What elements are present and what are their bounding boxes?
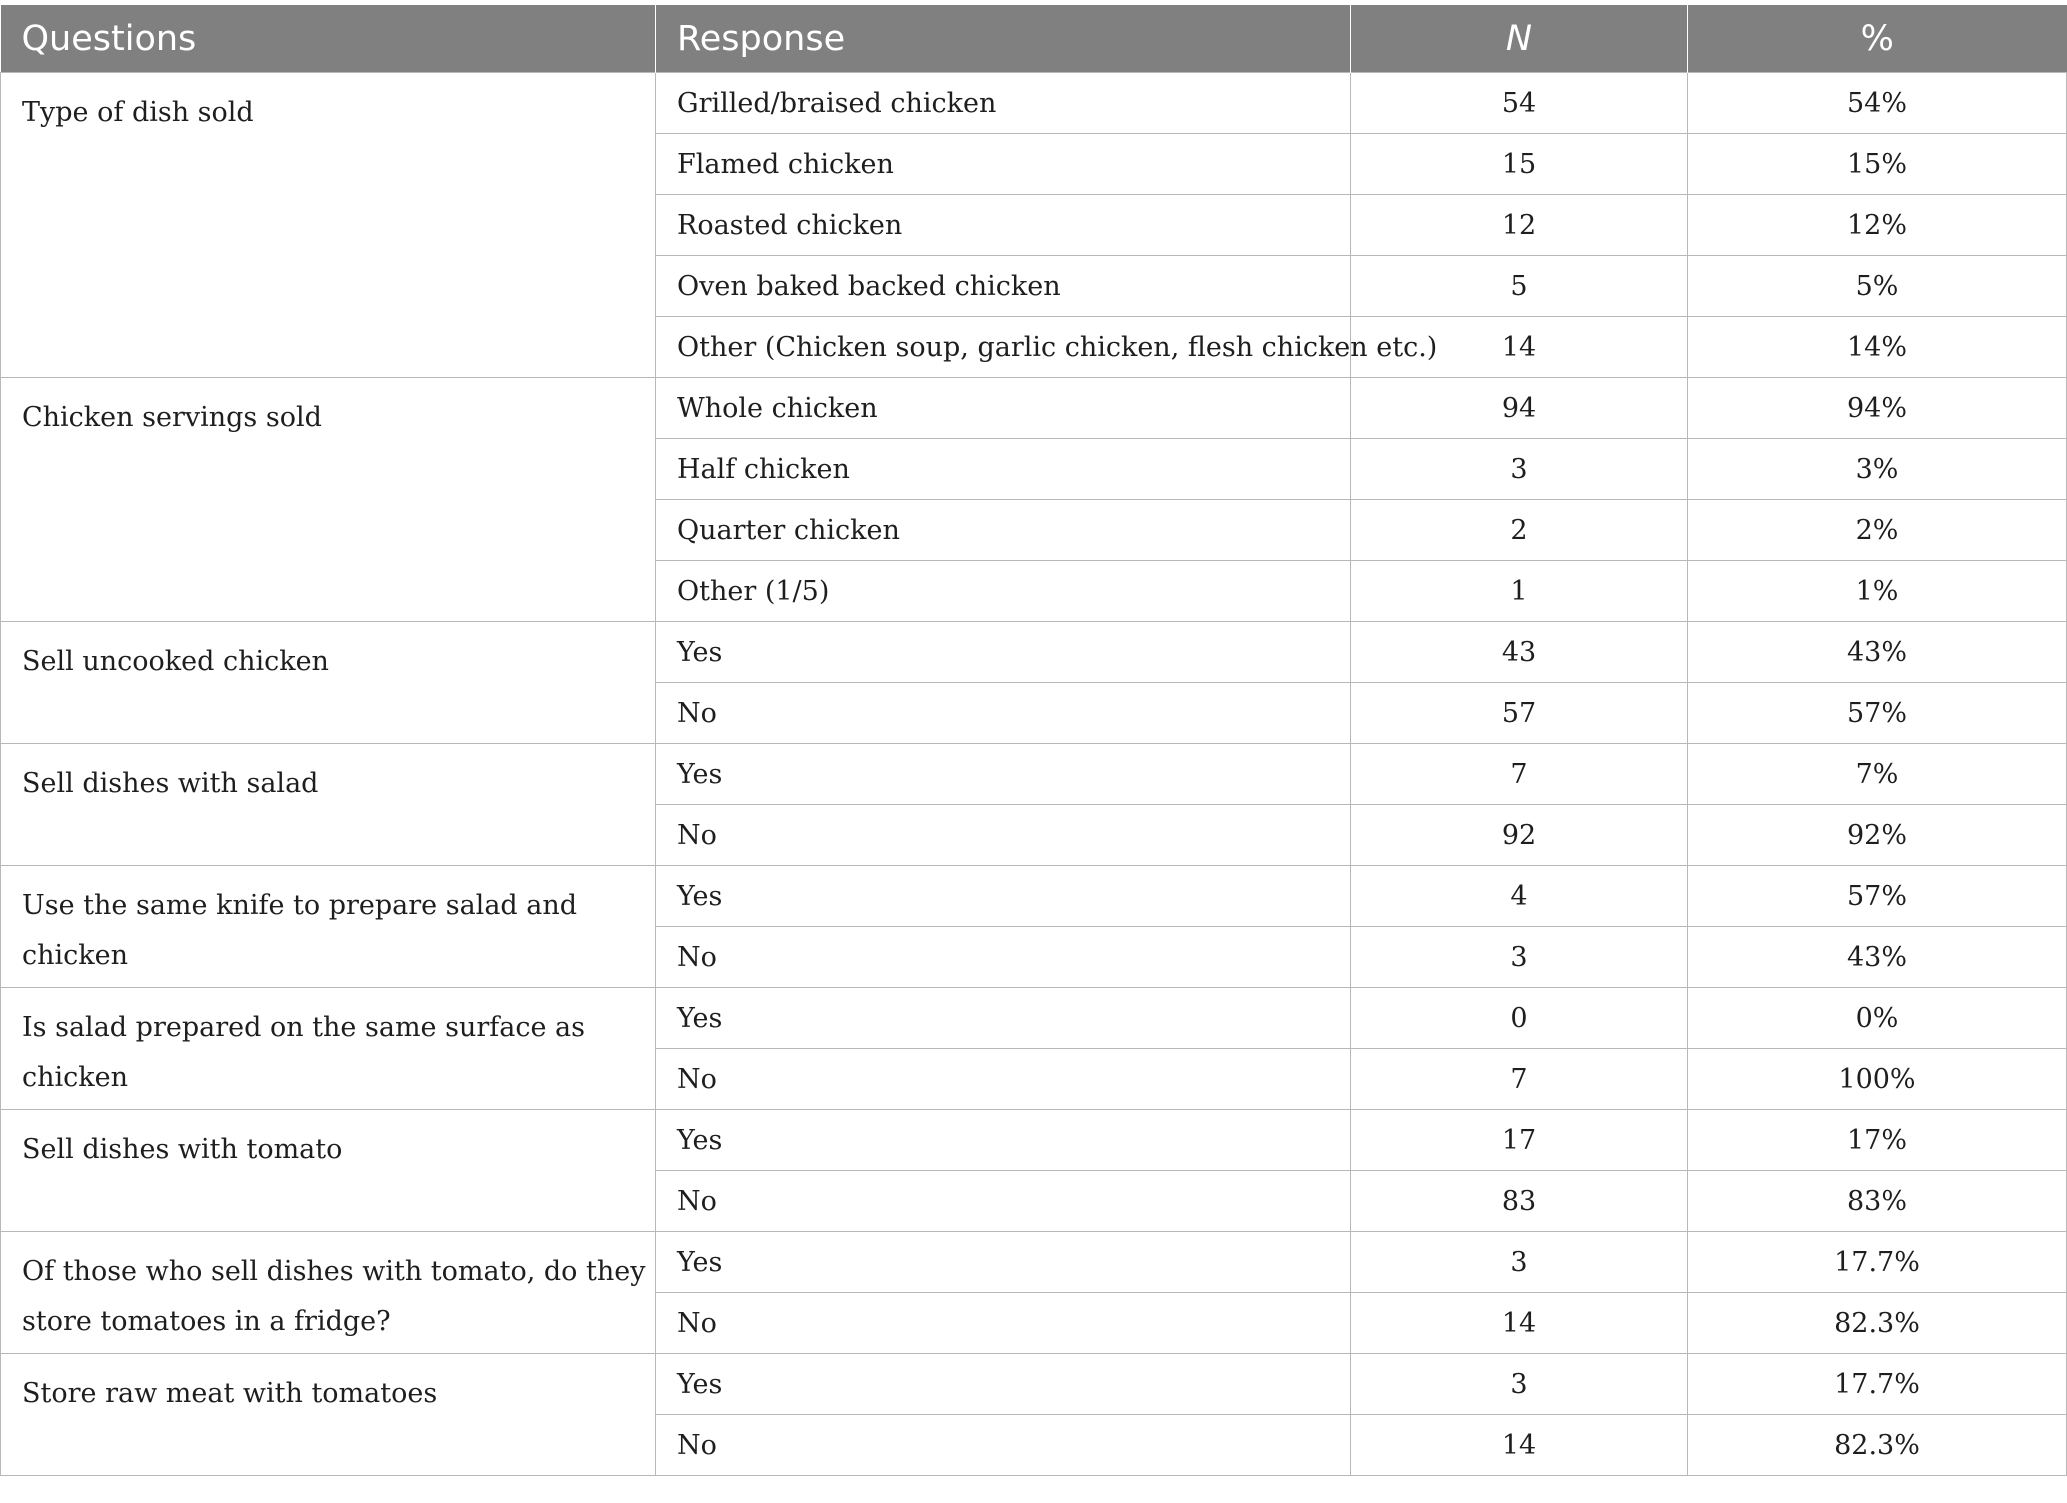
count-cell: 3 xyxy=(1351,1232,1688,1293)
response-cell: Yes xyxy=(656,622,1351,683)
header-questions: Questions xyxy=(1,5,656,73)
percent-cell: 12% xyxy=(1688,195,2067,256)
count-cell: 12 xyxy=(1351,195,1688,256)
response-cell: Other (1/5) xyxy=(656,561,1351,622)
percent-cell: 82.3% xyxy=(1688,1293,2067,1354)
count-cell: 57 xyxy=(1351,683,1688,744)
question-cell: Use the same knife to prepare salad and chicken xyxy=(1,866,656,988)
table-row xyxy=(1,988,2067,1049)
response-cell: No xyxy=(656,1293,1351,1354)
response-cell: No xyxy=(656,805,1351,866)
question-cell: Store raw meat with tomatoes xyxy=(1,1354,656,1476)
percent-cell: 17% xyxy=(1688,1110,2067,1171)
count-cell: 92 xyxy=(1351,805,1688,866)
percent-cell: 0% xyxy=(1688,988,2067,1049)
percent-cell: 5% xyxy=(1688,256,2067,317)
count-cell: 5 xyxy=(1351,256,1688,317)
header-response: Response xyxy=(656,5,1351,73)
response-cell: No xyxy=(656,927,1351,988)
count-cell: 3 xyxy=(1351,1354,1688,1415)
table-row xyxy=(1,1232,2067,1293)
question-cell: Sell dishes with salad xyxy=(1,744,656,866)
percent-cell: 100% xyxy=(1688,1049,2067,1110)
table-row xyxy=(1,378,2067,439)
count-cell: 7 xyxy=(1351,744,1688,805)
response-cell: Whole chicken xyxy=(656,378,1351,439)
percent-cell: 1% xyxy=(1688,561,2067,622)
table-row xyxy=(1,744,2067,805)
percent-cell: 17.7% xyxy=(1688,1232,2067,1293)
table-row xyxy=(1,1110,2067,1171)
percent-cell: 14% xyxy=(1688,317,2067,378)
percent-cell: 92% xyxy=(1688,805,2067,866)
response-cell: Yes xyxy=(656,1232,1351,1293)
response-cell: Roasted chicken xyxy=(656,195,1351,256)
count-cell: 3 xyxy=(1351,927,1688,988)
response-cell: Quarter chicken xyxy=(656,500,1351,561)
count-cell: 4 xyxy=(1351,866,1688,927)
count-cell: 3 xyxy=(1351,439,1688,500)
header-percent: % xyxy=(1688,5,2067,73)
percent-cell: 94% xyxy=(1688,378,2067,439)
percent-cell: 43% xyxy=(1688,927,2067,988)
question-cell: Is salad prepared on the same surface as chicken xyxy=(1,988,656,1110)
survey-table xyxy=(0,5,2067,1476)
table-header xyxy=(1,5,2067,73)
response-cell: No xyxy=(656,1415,1351,1476)
count-cell: 94 xyxy=(1351,378,1688,439)
response-cell: Grilled/braised chicken xyxy=(656,73,1351,134)
question-cell: Type of dish sold xyxy=(1,73,656,378)
response-cell: Yes xyxy=(656,744,1351,805)
table-row xyxy=(1,73,2067,134)
response-cell: No xyxy=(656,1171,1351,1232)
percent-cell: 54% xyxy=(1688,73,2067,134)
count-cell: 14 xyxy=(1351,1415,1688,1476)
response-cell: Other (Chicken soup, garlic chicken, flesh chicken etc.) xyxy=(656,317,1351,378)
count-cell: 83 xyxy=(1351,1171,1688,1232)
table-row xyxy=(1,1354,2067,1415)
response-cell: Yes xyxy=(656,1110,1351,1171)
response-cell: Flamed chicken xyxy=(656,134,1351,195)
response-cell: No xyxy=(656,683,1351,744)
question-cell: Of those who sell dishes with tomato, do they store tomatoes in a fridge? xyxy=(1,1232,656,1354)
response-cell: Yes xyxy=(656,988,1351,1049)
count-cell: 43 xyxy=(1351,622,1688,683)
count-cell: 14 xyxy=(1351,317,1688,378)
percent-cell: 17.7% xyxy=(1688,1354,2067,1415)
question-cell: Sell uncooked chicken xyxy=(1,622,656,744)
percent-cell: 82.3% xyxy=(1688,1415,2067,1476)
percent-cell: 43% xyxy=(1688,622,2067,683)
count-cell: 7 xyxy=(1351,1049,1688,1110)
count-cell: 17 xyxy=(1351,1110,1688,1171)
table-body xyxy=(1,73,2067,1476)
response-cell: Half chicken xyxy=(656,439,1351,500)
header-n: N xyxy=(1351,5,1688,73)
count-cell: 54 xyxy=(1351,73,1688,134)
percent-cell: 2% xyxy=(1688,500,2067,561)
count-cell: 14 xyxy=(1351,1293,1688,1354)
question-cell: Chicken servings sold xyxy=(1,378,656,622)
response-cell: Oven baked backed chicken xyxy=(656,256,1351,317)
percent-cell: 57% xyxy=(1688,683,2067,744)
percent-cell: 15% xyxy=(1688,134,2067,195)
header-row xyxy=(1,5,2067,73)
percent-cell: 3% xyxy=(1688,439,2067,500)
count-cell: 15 xyxy=(1351,134,1688,195)
response-cell: Yes xyxy=(656,1354,1351,1415)
percent-cell: 7% xyxy=(1688,744,2067,805)
table-row xyxy=(1,622,2067,683)
table-row xyxy=(1,866,2067,927)
count-cell: 2 xyxy=(1351,500,1688,561)
percent-cell: 57% xyxy=(1688,866,2067,927)
count-cell: 1 xyxy=(1351,561,1688,622)
response-cell: No xyxy=(656,1049,1351,1110)
question-cell: Sell dishes with tomato xyxy=(1,1110,656,1232)
percent-cell: 83% xyxy=(1688,1171,2067,1232)
response-cell: Yes xyxy=(656,866,1351,927)
count-cell: 0 xyxy=(1351,988,1688,1049)
